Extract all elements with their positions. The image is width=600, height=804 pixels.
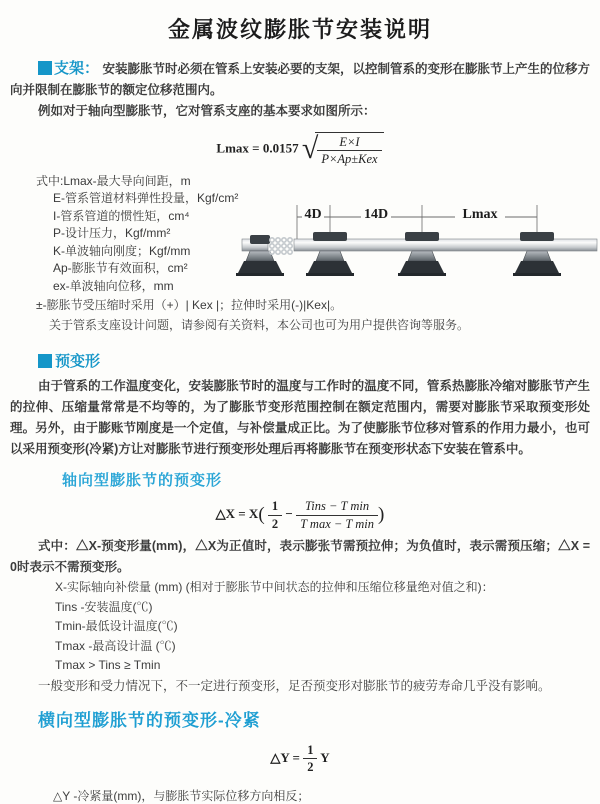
lateral-half-denominator: 2 — [307, 759, 314, 774]
radicand-box — [315, 132, 383, 167]
predeform-heading-label: 预变形 — [55, 353, 101, 371]
axial-x-line: X-实际轴向补偿量 (mm) (相对于膨胀节中间状态的拉伸和压缩位移量绝对值之和)： — [55, 580, 494, 594]
page-title: 金属波纹膨胀节安装说明 — [167, 17, 432, 42]
axial-general-note: 一般变形和受力情况下，不一定进行预变形，足否预变形对膨胀节的疲劳寿命几乎没有影响。 — [38, 678, 551, 693]
temp-numerator: Tins − T min — [296, 499, 378, 515]
guide-support — [306, 232, 354, 276]
consult-note: 关于管系支座设计问题，请参阅有关资料，本公司也可为用户提供咨询等服务。 — [49, 318, 470, 333]
dim-label-14d: 14D — [363, 206, 389, 222]
lateral-formula-rhs: Y — [320, 749, 330, 765]
section-marker-icon — [38, 61, 52, 75]
lateral-predeform-subheading: 横向型膨胀节的预变形-冷紧 — [38, 710, 261, 730]
fraction-numerator: E×I — [317, 135, 381, 151]
definition-line: E-管系管道材料弹性投量，Kgf/cm² — [53, 191, 239, 206]
dim-label-4d: 4D — [304, 206, 322, 222]
axial-predeform-formula — [0, 499, 600, 531]
definition-line: ex-单波轴向位移，mm — [53, 278, 174, 293]
close-paren: ) — [378, 504, 385, 526]
half-numerator: 1 — [268, 499, 282, 515]
lateral-note: △Y -冷紧量(mm)，与膨胀节实际位移方向相反； — [53, 789, 310, 804]
predeform-section-heading — [38, 350, 600, 371]
formula-fraction — [317, 135, 381, 167]
support-example-line: 例如对于轴向型膨胀节，它对管系支座的基本要求如图所示： — [38, 104, 376, 118]
support-intro-text: 安装膨胀节时必须在管系上安装必要的支架，以控制管系的变形在膨胀节上产生的位移方向并限制在膨胀节的额定位移范围内。 — [10, 62, 591, 97]
dim-label-lmax: Lmax — [462, 206, 498, 222]
temperature-fraction — [296, 499, 378, 531]
definition-line: 式中:Lmax-最大导向间距，m — [36, 173, 191, 188]
sqrt-radical-icon: √ — [301, 132, 319, 166]
minus-sign: − — [285, 506, 293, 522]
half-denominator: 2 — [271, 516, 279, 531]
axial-explain-paragraph: 式中：△X-预变形量(mm)，△X为正值时，表示膨张节需预拉伸；为负值时，表示需预压缩；△X = 0时表示不需预变形。 — [10, 539, 590, 574]
lateral-half-fraction — [303, 743, 317, 775]
support-spacing-diagram — [240, 199, 598, 291]
lateral-half-numerator: 1 — [303, 743, 317, 759]
support-intro-paragraph — [10, 58, 590, 101]
lateral-formula-lhs: △Y = — [270, 749, 300, 765]
definition-line: Ap-膨胀节有效面积，cm² — [53, 261, 188, 276]
fraction-denominator: P×Ap±Kex — [321, 152, 378, 167]
section-marker-icon — [38, 354, 52, 368]
guide-support — [513, 232, 561, 276]
open-paren: ( — [258, 504, 265, 526]
temp-denominator: T max − T min — [300, 516, 375, 531]
support-heading-label: 支架： — [54, 60, 100, 77]
support-section-heading — [38, 60, 99, 77]
axial-tmax-line: Tmax -最高设计温 (℃) — [55, 638, 176, 653]
predeform-paragraph: 由于管系的工作温度变化，安装膨胀节时的温度与工作时的温度不同，管系热膨胀冷缩对膨胀节产生的拉伸、压缩量常常是不均等的，为了膨胀节变形范围控制在额定范围内，需要对膨胀节采取预变形处理。另外，由于膨账节刚度是一个定值，与补偿量成正比。为了使膨胀节位移对管系的作用力最小，也可以采用预变形(冷紧)方让对膨胀节进行预变形处理后再将膨胀节在预变形状态下安装在管系中。 — [10, 379, 590, 457]
axial-predeform-subheading: 轴向型膨胀节的预变形 — [62, 472, 223, 490]
lateral-predeform-formula — [0, 743, 600, 775]
axial-tmin-line: Tmin-最低设计温度(℃) — [55, 619, 178, 633]
plus-minus-note: ±-膨胀节受压缩时采用（+）| Kex |；拉伸时采用(-)|Kex|。 — [36, 298, 343, 313]
definitions-and-diagram — [0, 173, 600, 296]
axial-formula-lhs: △X = X — [215, 506, 259, 522]
guide-support — [398, 232, 446, 276]
formula-lhs: Lmax = 0.0157 — [216, 140, 299, 156]
bellows-icon — [270, 238, 292, 254]
half-fraction — [268, 499, 282, 531]
axial-inequality-line: Tmax > Tins ≥ Tmin — [55, 658, 161, 672]
axial-tins-line: Tins -安装温度(℃) — [55, 599, 153, 614]
definition-line: P-设计压力，Kgf/mm² — [53, 226, 171, 241]
definition-line: I-管系管道的惯性矩，cm⁴ — [53, 208, 190, 223]
definition-line: K-单波轴向刚度；Kgf/mm — [53, 243, 191, 258]
guide-spacing-formula — [0, 132, 600, 167]
